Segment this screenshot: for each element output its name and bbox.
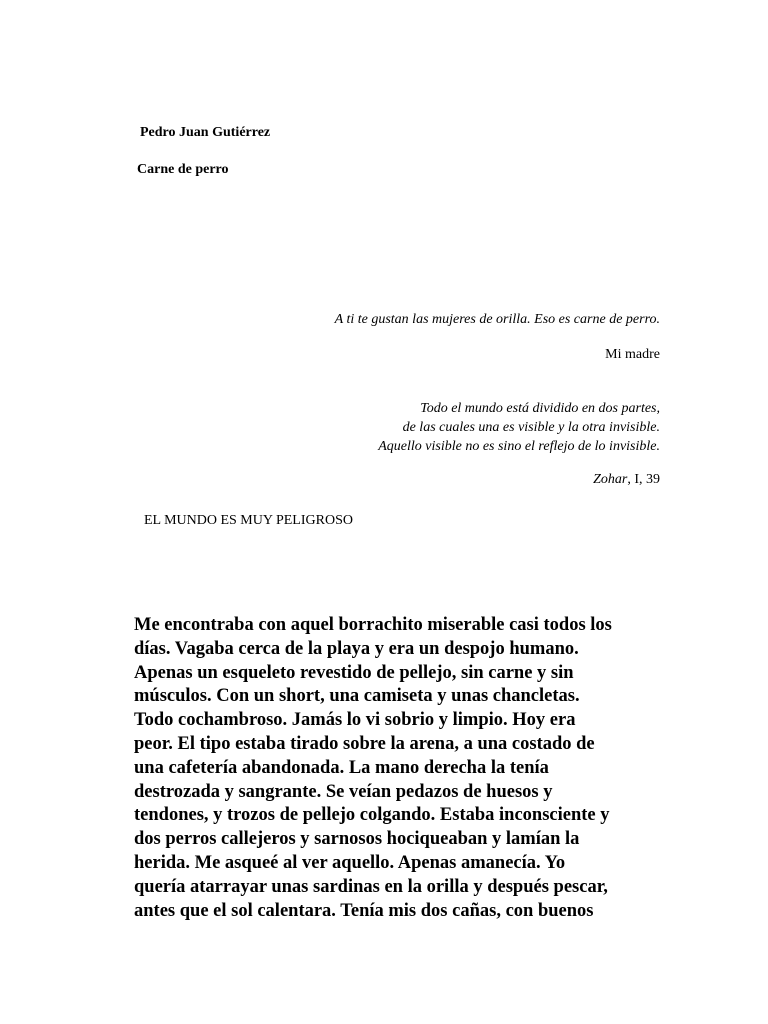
body-line: una cafetería abandonada. La mano derecha la tenía [134,757,549,778]
book-title: Carne de perro [137,162,229,177]
body-line: quería atarrayar unas sardinas en la orilla y después pescar, [134,876,608,897]
body-line: dos perros callejeros y sarnosos hociqueaban y lamían la [134,829,580,850]
body-line: tendones, y trozos de pellejo colgando. Estaba inconsciente y [134,805,610,826]
epigraph-1-source: Mi madre [605,347,660,362]
body-line: Me encontraba con aquel borrachito miserable casi todos los [134,615,612,635]
epigraph-2-line: de las cuales una es visible y la otra invisible. [402,420,660,435]
author-name: Pedro Juan Gutiérrez [140,125,271,140]
epigraph-2-source-title: Zohar [593,472,628,487]
epigraph-2-source-ref: , I, 39 [627,472,660,487]
epigraph-2-source [593,470,660,489]
epigraph-2-line: Aquello visible no es sino el reflejo de lo invisible. [378,439,660,454]
body-line: peor. El tipo estaba tirado sobre la arena, a una costado de [134,733,595,754]
body-line: músculos. Con un short, una camiseta y unas chancletas. [134,686,580,707]
body-line: Apenas un esqueleto revestido de pellejo, sin carne y sin [134,662,574,683]
body-line: herida. Me asqueé al ver aquello. Apenas amanecía. Yo [134,852,566,873]
body-line: destrozada y sangrante. Se veían pedazos de huesos y [134,781,553,802]
chapter-title: EL MUNDO ES MUY PELIGROSO [144,513,353,528]
body-paragraph [134,614,662,923]
body-line: Todo cochambroso. Jamás lo vi sobrio y limpio. Hoy era [134,710,576,731]
epigraph-2-text [378,399,660,456]
epigraph-2-line: Todo el mundo está dividido en dos partes, [420,401,660,416]
body-line: antes que el sol calentara. Tenía mis dos cañas, con buenos [134,900,594,921]
epigraph-1-text: A ti te gustan las mujeres de orilla. Eso es carne de perro. [334,312,660,327]
body-line: días. Vagaba cerca de la playa y era un despojo humano. [134,638,579,659]
